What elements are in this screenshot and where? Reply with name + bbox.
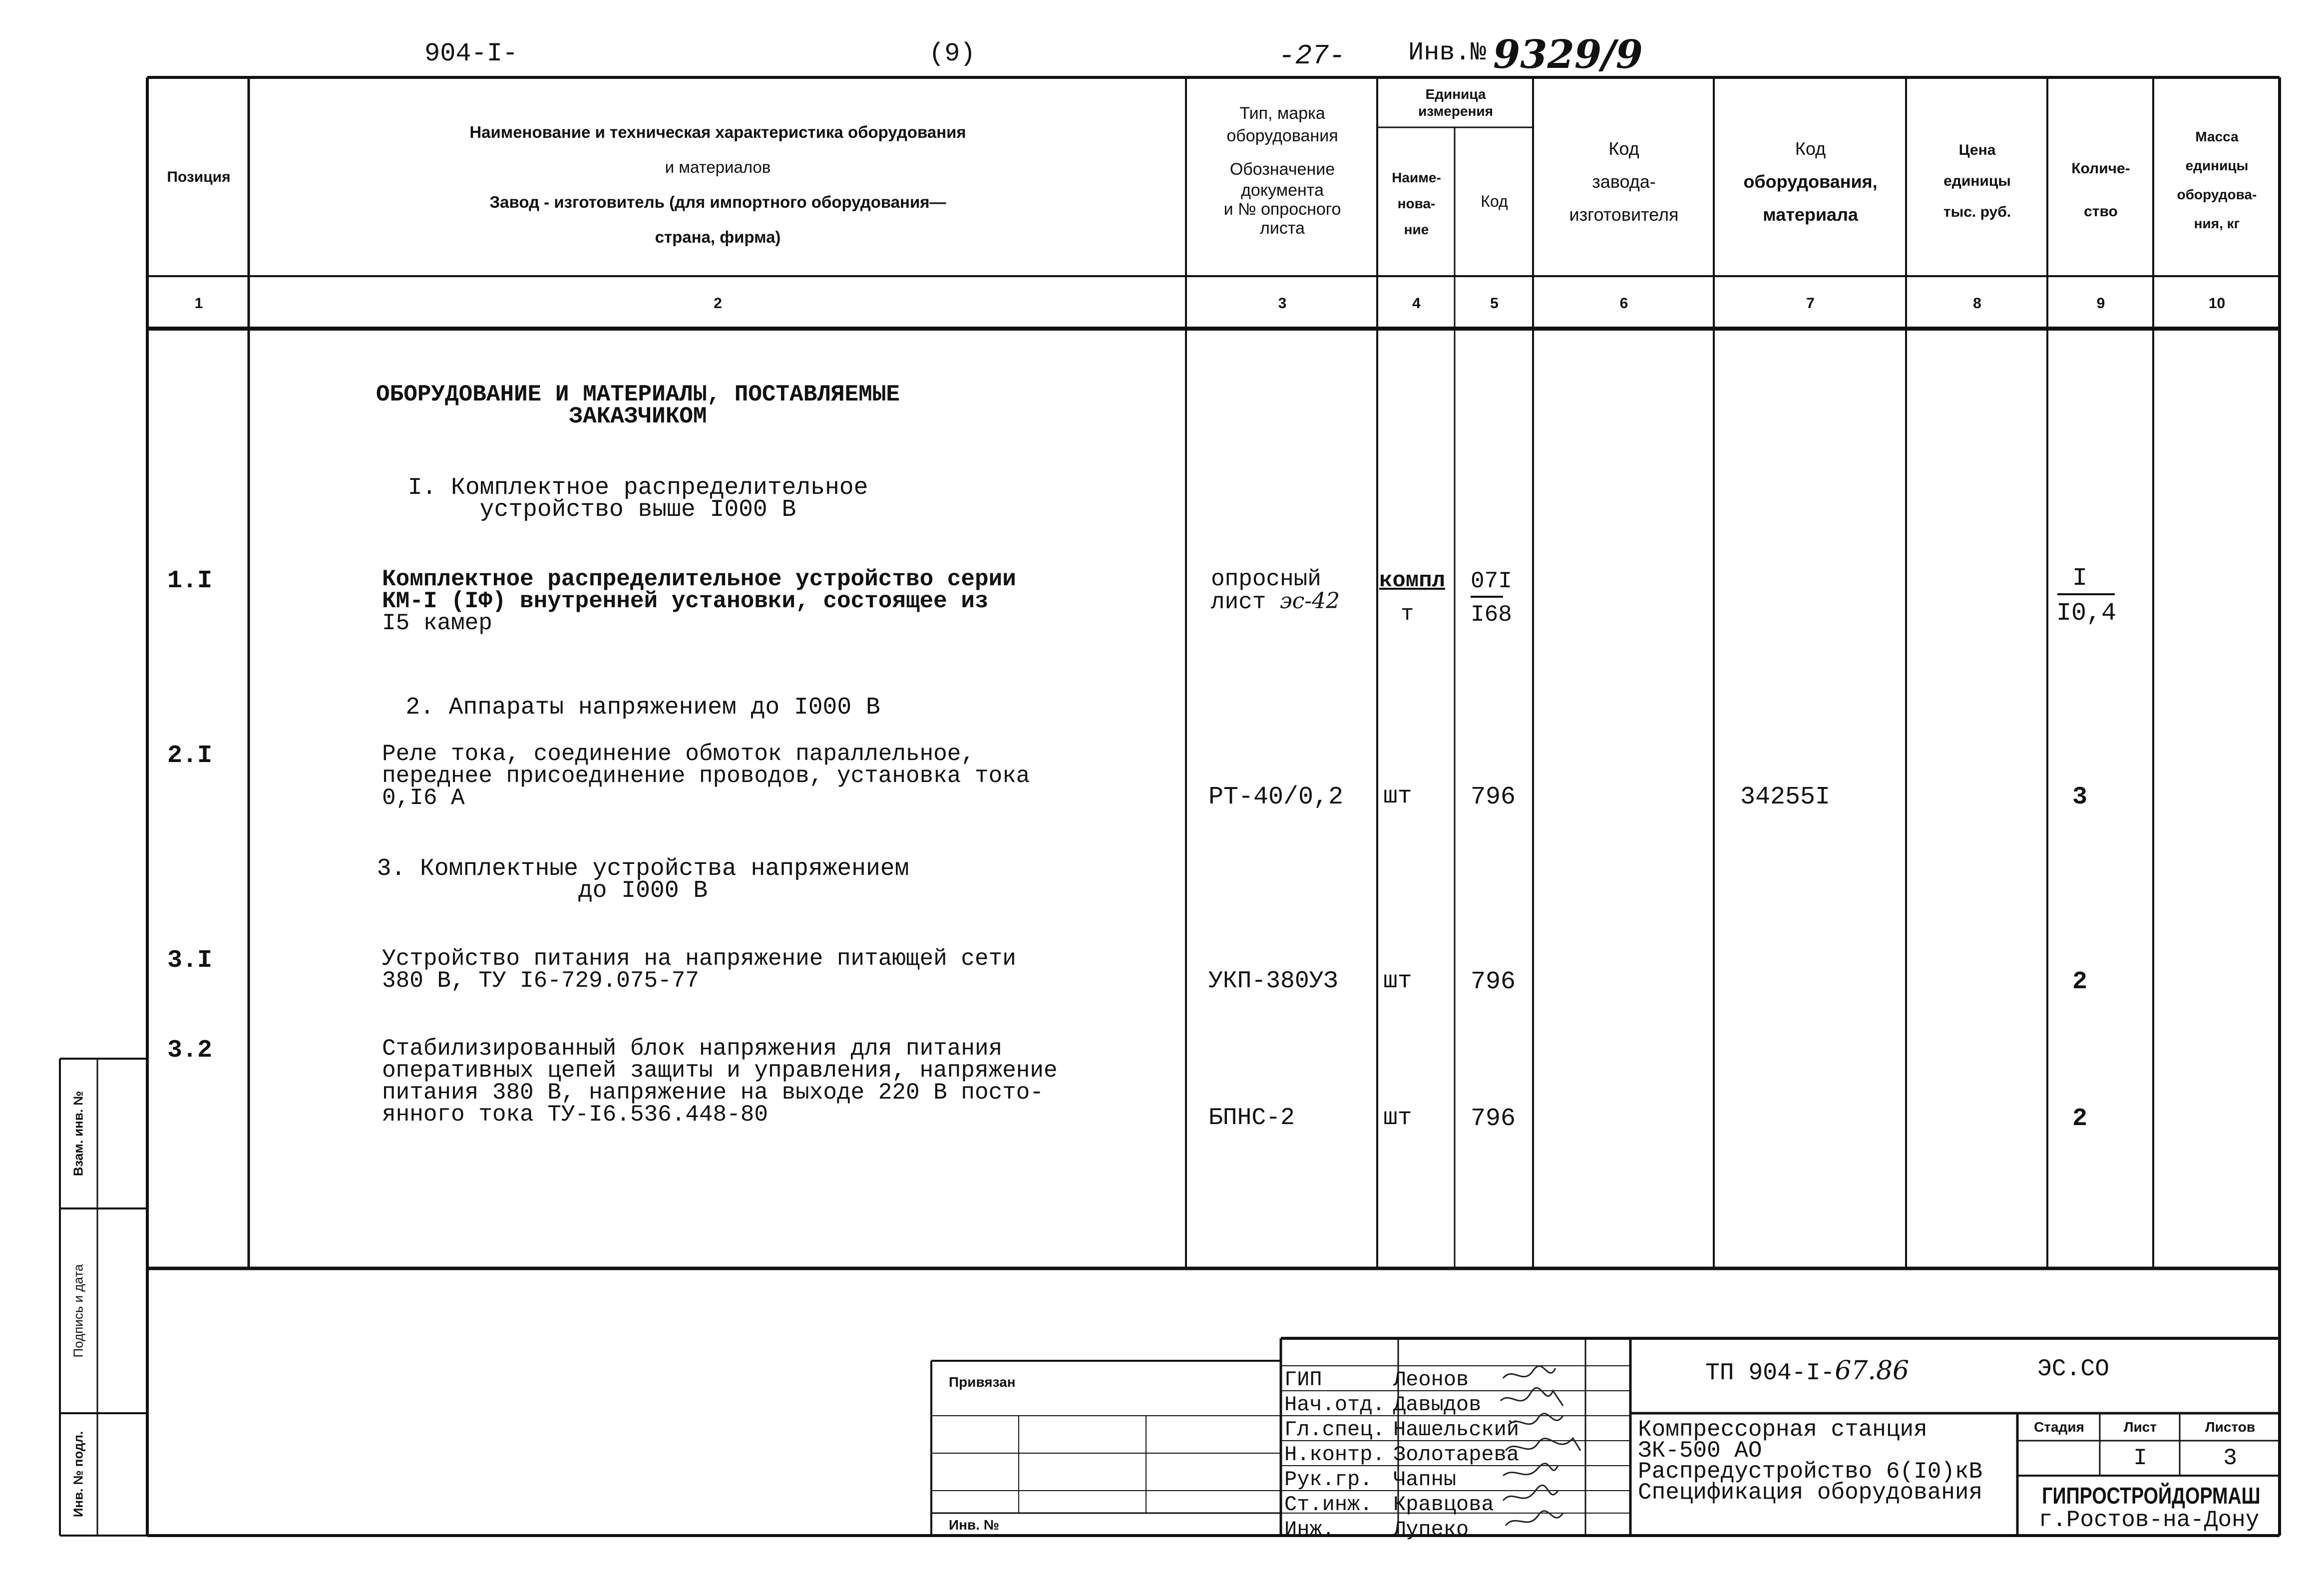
col-header-price-line1: Цена — [1958, 142, 1996, 158]
document-title-line3: Распредустройство 6(I0)кВ — [1638, 1459, 1983, 1485]
section-title — [250, 384, 1186, 427]
side-stamp-replace-inv: Взам. инв. № — [70, 1091, 86, 1177]
item-1-1-type-line1: опросный — [1211, 566, 1321, 592]
inventory-number: 9329/9 — [1493, 32, 1643, 77]
section-title-line1: ОБОРУДОВАНИЕ И МАТЕРИАЛЫ, ПОСТАВЛЯЕМЫЕ — [376, 382, 900, 407]
col-header-equip-code-line1: Код — [1795, 138, 1826, 159]
col-header-type-line4: документа — [1241, 181, 1324, 200]
group-1-title-line1: I. Комплектное распределительное — [407, 474, 868, 501]
item-1-1-type-word: лист — [1211, 589, 1266, 615]
col-header-mass — [2154, 122, 2280, 238]
item-1-1-unit-b: т — [1401, 602, 1414, 627]
col-number-10: 10 — [2208, 295, 2226, 312]
item-2-1-desc-line1: Реле тока, соединение обмоток параллельное, — [382, 741, 975, 767]
signature-roles — [1284, 1367, 1385, 1542]
role-senior-eng: Ст.инж. — [1284, 1493, 1373, 1517]
name-lupeko: Лупеко — [1393, 1518, 1469, 1542]
col-header-factory-code-line2: завода- — [1592, 171, 1656, 192]
item-1-1-type — [1211, 568, 1340, 613]
item-3-1-desc-line1: Устройство питания на напряжение питающей сети — [382, 946, 1016, 972]
item-3-2-desc-line3: питания 380 В, напряжение на выходе 220 В посто- — [382, 1080, 1044, 1106]
col-header-unit-group — [1378, 86, 1533, 120]
item-2-1-equip-code: 34255I — [1740, 783, 1831, 811]
item-3-1-qty: 2 — [2072, 968, 2088, 996]
document-title — [1638, 1417, 1983, 1506]
col-header-name — [250, 115, 1186, 255]
col-number-1: 1 — [194, 295, 203, 312]
document-title-line1: Компрессорная станция — [1638, 1417, 1928, 1443]
item-1-1-qty-b: I0,4 — [2056, 599, 2117, 628]
document-section-code: ЭС.СО — [2037, 1356, 2110, 1383]
group-3-title-line2: до I000 В — [578, 877, 708, 904]
item-1-1-description — [382, 568, 1016, 634]
item-1-1-qty-a: I — [2072, 564, 2088, 593]
col-header-factory-code — [1534, 132, 1714, 231]
col-number-7: 7 — [1806, 295, 1815, 312]
col-header-unit-code — [1456, 192, 1533, 211]
col-header-mass-line2: единицы — [2185, 158, 2249, 173]
col-header-unit-line1: Единица — [1425, 86, 1486, 102]
col-header-mass-line4: ния, кг — [2194, 216, 2240, 231]
col-header-equip-code — [1715, 132, 1906, 231]
col-header-factory-code-line1: Код — [1608, 138, 1639, 159]
col-header-quantity-line1: Количе- — [2071, 160, 2130, 177]
item-3-2-qty: 2 — [2072, 1105, 2088, 1133]
item-1-1-desc-line1: Комплектное распределительное устройство серии — [382, 566, 1016, 592]
col-header-quantity — [2048, 147, 2153, 233]
role-norm-control: Н.контр. — [1284, 1443, 1385, 1467]
inventory-label: Инв.№ — [1408, 38, 1487, 67]
role-gip: ГИП — [1284, 1368, 1322, 1392]
document-title-line4: Спецификация оборудования — [1638, 1480, 1983, 1506]
col-header-position-label: Позиция — [167, 169, 231, 185]
document-code-prefix: ТП 904-I- — [1705, 1360, 1835, 1387]
item-3-1-description — [382, 948, 1016, 992]
item-1-1-desc-line3: I5 камер — [382, 610, 492, 636]
organization-city: г.Ростов-на-Дону — [2038, 1507, 2260, 1533]
col-header-type-line6: листа — [1260, 219, 1305, 238]
col-header-name-line4: страна, фирма) — [655, 228, 781, 246]
col-header-mass-line1: Масса — [2195, 129, 2239, 144]
document-code-handwritten: 67.86 — [1835, 1356, 1910, 1386]
name-leonov: Леонов — [1393, 1368, 1469, 1392]
item-3-2-desc-line2: оперативных цепей защиты и управления, напряжение — [382, 1058, 1058, 1084]
section-title-line2: ЗАКАЗЧИКОМ — [569, 403, 707, 429]
item-1-1-code-a: 07I — [1471, 568, 1512, 594]
item-3-2-code: 796 — [1471, 1105, 1516, 1133]
col-header-name-line1: Наименование и техническая характеристика оборудования — [469, 123, 966, 141]
document-code — [1705, 1356, 1909, 1387]
item-3-1-position: 3.I — [167, 946, 213, 975]
item-3-2-position: 3.2 — [167, 1036, 213, 1065]
stage-label: Стадия — [2034, 1419, 2084, 1435]
col-header-equip-code-line2: оборудования, — [1743, 171, 1878, 192]
item-1-1-sheet-number: эс-42 — [1280, 588, 1340, 614]
item-1-1-unit-a: компл — [1379, 568, 1446, 593]
col-header-price-line2: единицы — [1943, 173, 2011, 189]
sheet-label: Лист — [2123, 1419, 2157, 1435]
group-1-title-line2: устройство выше I000 В — [479, 496, 796, 523]
col-header-equip-code-line3: материала — [1763, 204, 1858, 225]
item-3-1-type: УКП-380УЗ — [1208, 968, 1338, 995]
item-2-1-qty: 3 — [2072, 783, 2088, 811]
col-number-2: 2 — [714, 295, 722, 312]
item-3-1-code: 796 — [1471, 968, 1516, 996]
name-chapny: Чапны — [1393, 1468, 1457, 1492]
item-3-2-description — [382, 1038, 1058, 1126]
col-header-type-line2: оборудования — [1226, 126, 1338, 145]
item-3-1-desc-line2: 380 В, ТУ I6-729.075-77 — [382, 968, 699, 994]
col-header-price — [1907, 135, 2047, 228]
item-2-1-code: 796 — [1471, 783, 1516, 811]
signatures-scribbles — [1493, 1363, 1633, 1533]
col-header-factory-code-line3: изготовителя — [1569, 204, 1679, 225]
page-number: -27- — [1278, 40, 1346, 72]
item-1-1-code-b: I68 — [1471, 602, 1512, 628]
sheet-value: I — [2133, 1445, 2147, 1471]
role-head-dept: Нач.отд. — [1284, 1393, 1385, 1417]
side-stamp-signature-date: Подпись и дата — [70, 1264, 86, 1358]
role-chief-spec: Гл.спец. — [1284, 1418, 1385, 1442]
item-3-2-type: БПНС-2 — [1208, 1105, 1295, 1132]
col-header-type-line3: Обозначение — [1229, 160, 1335, 179]
inventory-no-label: Инв. № — [949, 1517, 1000, 1533]
side-stamp-inv-original: Инв. № подл. — [70, 1431, 86, 1518]
col-header-unit-name-line3: ние — [1404, 222, 1429, 237]
item-2-1-description — [382, 743, 1030, 809]
item-2-1-position: 2.I — [167, 742, 213, 770]
col-header-type-line5: и № опросного — [1223, 200, 1341, 219]
col-number-6: 6 — [1619, 295, 1628, 312]
role-group-lead: Рук.гр. — [1284, 1468, 1373, 1492]
name-nashelsky: Нашельский — [1393, 1418, 1520, 1442]
col-header-unit-code-label: Код — [1481, 192, 1508, 210]
item-3-2-desc-line4: янного тока ТУ-I6.536.448-80 — [382, 1102, 768, 1128]
document-title-line2: ЗК-500 АО — [1638, 1438, 1762, 1464]
item-2-1-desc-line3: 0,I6 А — [382, 785, 465, 811]
part-number: (9) — [929, 39, 976, 68]
col-header-unit-line2: измерения — [1418, 103, 1493, 119]
role-engineer: Инж. — [1284, 1518, 1335, 1542]
organization-name: ГИПРОСТРОЙДОРМАШ — [2042, 1483, 2261, 1509]
item-1-1-desc-line2: КМ-I (IФ) внутренней установки, состоящее из — [382, 588, 989, 614]
group-1-title — [250, 474, 1186, 523]
item-2-1-type: РТ-40/0,2 — [1208, 783, 1344, 811]
col-number-5: 5 — [1490, 295, 1499, 312]
group-2-title: 2. Аппараты напряжением до I000 В — [405, 694, 880, 721]
name-davydov: Давыдов — [1393, 1393, 1482, 1417]
col-header-type-line1: Тип, марка — [1239, 104, 1325, 123]
col-header-price-line3: тыс. руб. — [1943, 204, 2011, 220]
privyazan-label: Привязан — [949, 1374, 1016, 1390]
col-header-quantity-line2: ство — [2084, 203, 2118, 220]
col-header-unit-name-line2: нова- — [1397, 196, 1436, 211]
item-3-2-unit: шт — [1383, 1105, 1412, 1132]
sheets-label: Листов — [2205, 1419, 2256, 1435]
name-kravtsova: Кравцова — [1393, 1493, 1494, 1517]
group-3-title-line1: 3. Комплектные устройства напряжением — [377, 855, 909, 882]
col-number-9: 9 — [2096, 295, 2105, 312]
col-header-name-line2: и материалов — [665, 158, 771, 176]
col-header-unit-name-line1: Наиме- — [1392, 170, 1441, 185]
col-header-unit-name — [1378, 165, 1455, 243]
item-2-1-unit: шт — [1383, 783, 1412, 810]
item-1-1-type-line2 — [1211, 590, 1340, 613]
sheets-value: 3 — [2223, 1445, 2237, 1471]
group-3-title — [250, 855, 1186, 904]
item-2-1-desc-line2: переднее присоединение проводов, установка тока — [382, 763, 1030, 789]
col-header-position — [149, 80, 249, 275]
item-1-1-position: 1.I — [167, 567, 213, 595]
col-header-mass-line3: оборудова- — [2177, 187, 2257, 202]
col-number-8: 8 — [1973, 295, 1981, 312]
name-zolotareva: Золотарева — [1393, 1443, 1520, 1467]
col-header-name-line3: Завод - изготовитель (для импортного оборудования— — [489, 193, 946, 211]
series-number: 904-I- — [424, 39, 518, 68]
col-header-type — [1187, 102, 1377, 238]
item-3-1-unit: шт — [1383, 968, 1412, 995]
item-3-2-desc-line1: Стабилизированный блок напряжения для питания — [382, 1036, 1003, 1062]
col-number-4: 4 — [1412, 295, 1421, 312]
col-number-3: 3 — [1278, 295, 1287, 312]
